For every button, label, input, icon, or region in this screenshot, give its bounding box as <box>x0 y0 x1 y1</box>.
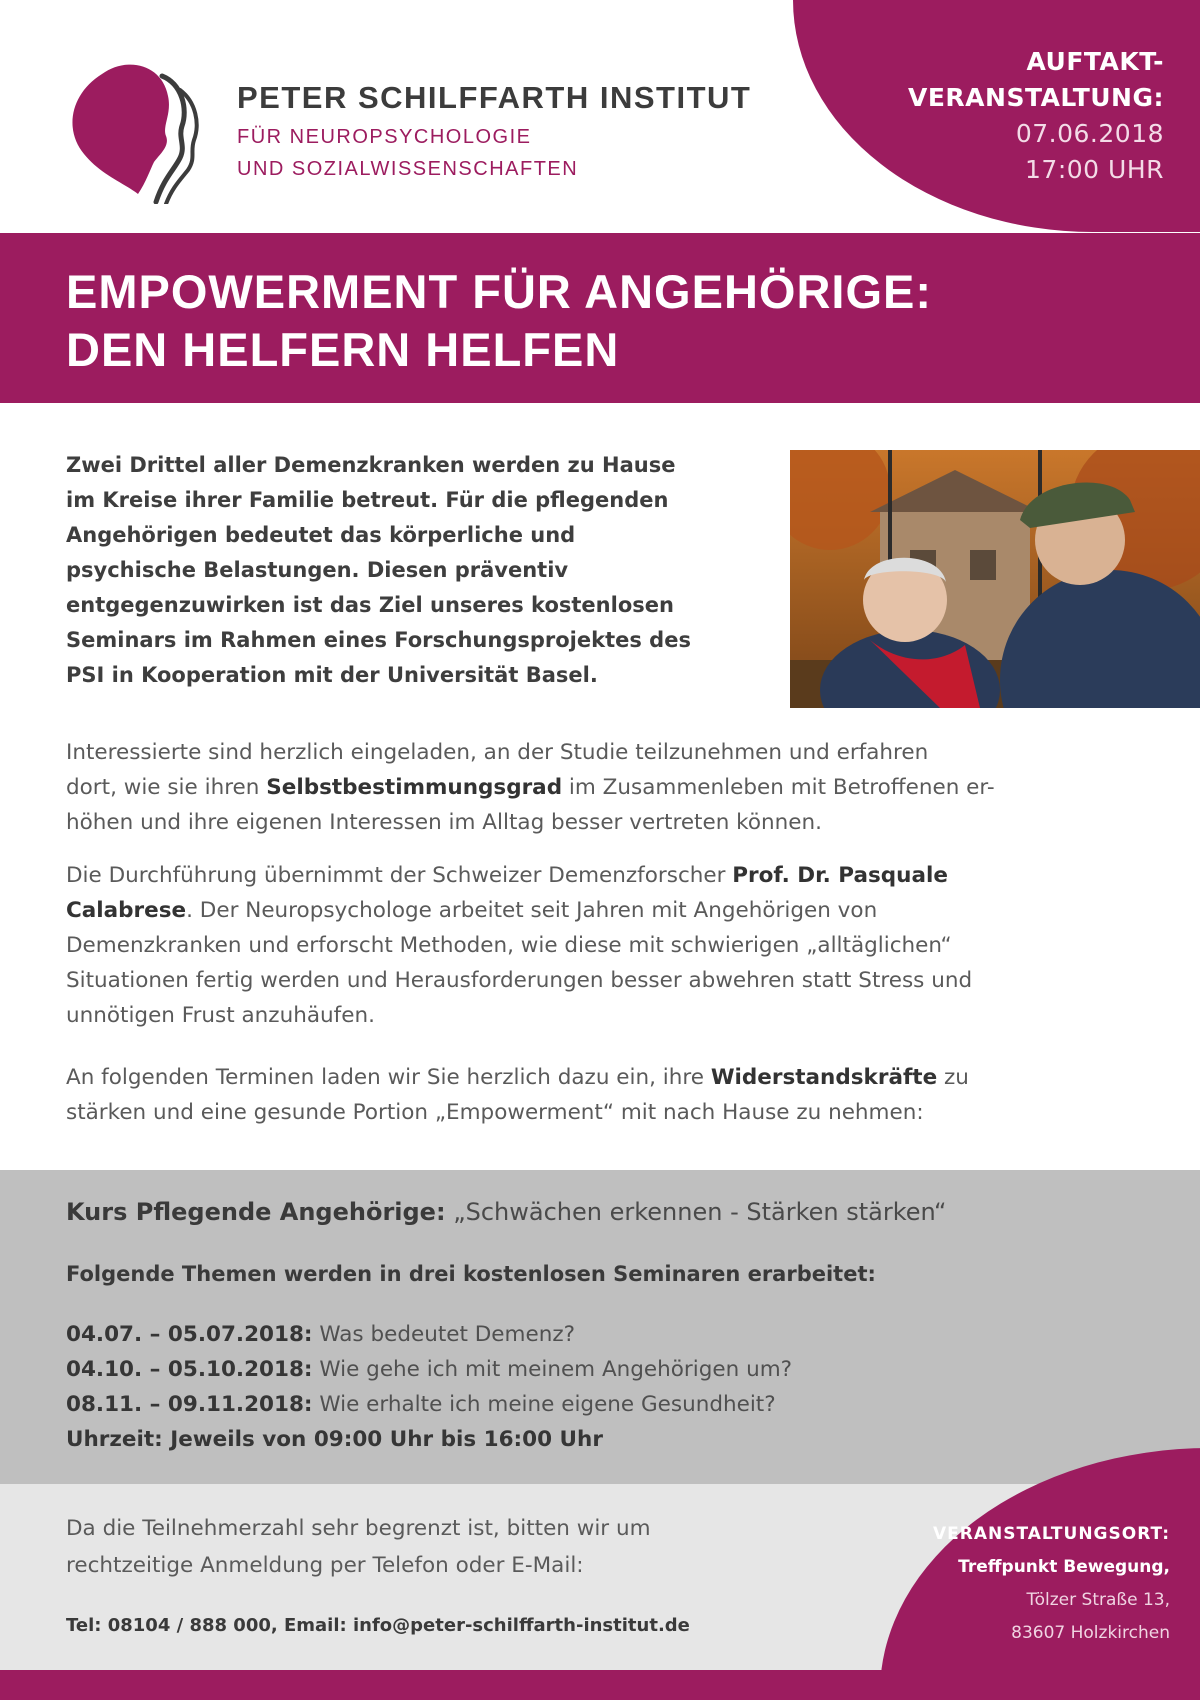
registration-text <box>66 1510 651 1584</box>
session-dates: 04.07. – 05.07.2018: <box>66 1322 313 1347</box>
event-info <box>908 44 1164 188</box>
registration-line: rechtzeitige Anmeldung per Telefon oder E-Mail: <box>66 1553 584 1578</box>
session-topic: Was bedeutet Demenz? <box>312 1322 576 1347</box>
title-line1: EMPOWERMENT FÜR ANGEHÖRIGE: <box>66 265 933 318</box>
session-list <box>66 1317 792 1457</box>
paragraph-study <box>66 735 1146 840</box>
paragraph-line: stärken und eine gesunde Portion „Empowerment“ mit nach Hause zu nehmen: <box>66 1100 924 1125</box>
page-title <box>66 263 932 379</box>
session-topic: Wie gehe ich mit meinem Angehörigen um? <box>312 1357 793 1382</box>
paragraph-line: Demenzkranken und erforscht Methoden, wie diese mit schwierigen „alltäglichen“ <box>66 933 952 958</box>
institute-name: PETER SCHILFFARTH INSTITUT <box>237 80 752 115</box>
venue-city: 83607 Holzkirchen <box>1011 1623 1170 1643</box>
intro-line: Zwei Drittel aller Demenzkranken werden zu Hause <box>66 453 676 477</box>
course-name: „Schwächen erkennen - Stärken stärken“ <box>445 1198 947 1226</box>
intro-line: Angehörigen bedeutet das körperliche und <box>66 523 576 547</box>
venue-street: Tölzer Straße 13, <box>1026 1590 1170 1610</box>
course-label: Kurs Pflegende Angehörige: <box>66 1198 446 1226</box>
session-item <box>66 1317 792 1352</box>
session-dates: 04.10. – 05.10.2018: <box>66 1357 313 1382</box>
event-date: 07.06.2018 <box>1015 119 1164 148</box>
bold-span: Widerstandskräfte <box>710 1065 938 1090</box>
session-time-text: Uhrzeit: Jeweils von 09:00 Uhr bis 16:00 Uhr <box>66 1427 603 1452</box>
session-dates: 08.11. – 09.11.2018: <box>66 1392 313 1417</box>
session-topic: Wie erhalte ich meine eigene Gesundheit? <box>312 1392 776 1417</box>
bottom-strip <box>0 1670 1200 1700</box>
intro-paragraph <box>66 448 756 693</box>
intro-line: im Kreise ihrer Familie betreut. Für die pflegenden <box>66 488 669 512</box>
paragraph-line <box>66 770 1146 805</box>
venue-title: VERANSTALTUNGSORT: <box>932 1524 1170 1544</box>
session-item <box>66 1387 792 1422</box>
institute-subtitle-line1: FÜR NEUROPSYCHOLOGIE <box>237 126 532 148</box>
paragraph-line: unnötigen Frust anzuhäufen. <box>66 1003 375 1028</box>
paragraph-line <box>66 858 1146 893</box>
paragraph-line <box>66 1060 1146 1095</box>
venue-info <box>933 1518 1170 1650</box>
intro-line: PSI in Kooperation mit der Universität Basel. <box>66 663 598 687</box>
text-span: im Zusammenleben mit Betroffenen er- <box>562 775 995 800</box>
text-span: Die Durchführung übernimmt der Schweizer Demenzforscher <box>66 863 733 888</box>
venue-name: Treffpunkt Bewegung, <box>958 1557 1170 1577</box>
session-time <box>66 1422 792 1457</box>
intro-line: psychische Belastungen. Diesen präventiv <box>66 558 569 582</box>
intro-line: Seminars im Rahmen eines Forschungsprojektes des <box>66 628 691 652</box>
text-span: . Der Neuropsychologe arbeitet seit Jahren mit Angehörigen von <box>186 898 878 923</box>
bold-span: Calabrese <box>66 898 187 923</box>
bold-span: Prof. Dr. Pasquale <box>732 863 948 888</box>
text-span: An folgenden Terminen laden wir Sie herzlich dazu ein, ihre <box>66 1065 711 1090</box>
registration-line: Da die Teilnehmerzahl sehr begrenzt ist, bitten wir um <box>66 1516 651 1541</box>
paragraph-line: höhen und ihre eigenen Interessen im Alltag besser vertreten können. <box>66 810 822 835</box>
paragraph-line: Situationen fertig werden und Herausforderungen besser abwehren statt Stress und <box>66 968 973 993</box>
title-band <box>0 233 1200 403</box>
title-line2: DEN HELFERN HELFEN <box>66 323 620 376</box>
themes-title: Folgende Themen werden in drei kostenlosen Seminaren erarbeitet: <box>66 1262 876 1286</box>
event-label-line1: AUFTAKT- <box>1026 47 1164 76</box>
text-span: dort, wie sie ihren <box>66 775 267 800</box>
event-label-line2: VERANSTALTUNG: <box>908 83 1164 112</box>
elderly-couple-photo <box>790 450 1200 708</box>
course-title <box>66 1198 946 1226</box>
paragraph-invitation <box>66 1060 1146 1130</box>
paragraph-line <box>66 893 1146 928</box>
intro-line: entgegenzuwirken ist das Ziel unseres kostenlosen <box>66 593 674 617</box>
session-item <box>66 1352 792 1387</box>
paragraph-researcher <box>66 858 1146 1033</box>
institute-subtitle-line2: UND SOZIALWISSENSCHAFTEN <box>237 158 579 180</box>
contact-info: Tel: 08104 / 888 000, Email: info@peter-schilffarth-institut.de <box>66 1615 690 1636</box>
bold-span: Selbstbestimmungsgrad <box>266 775 563 800</box>
profile-heads-icon <box>62 54 202 204</box>
paragraph-line: Interessierte sind herzlich eingeladen, an der Studie teilzunehmen und erfahren <box>66 740 929 765</box>
event-time: 17:00 UHR <box>1025 155 1164 184</box>
text-span: zu <box>937 1065 969 1090</box>
